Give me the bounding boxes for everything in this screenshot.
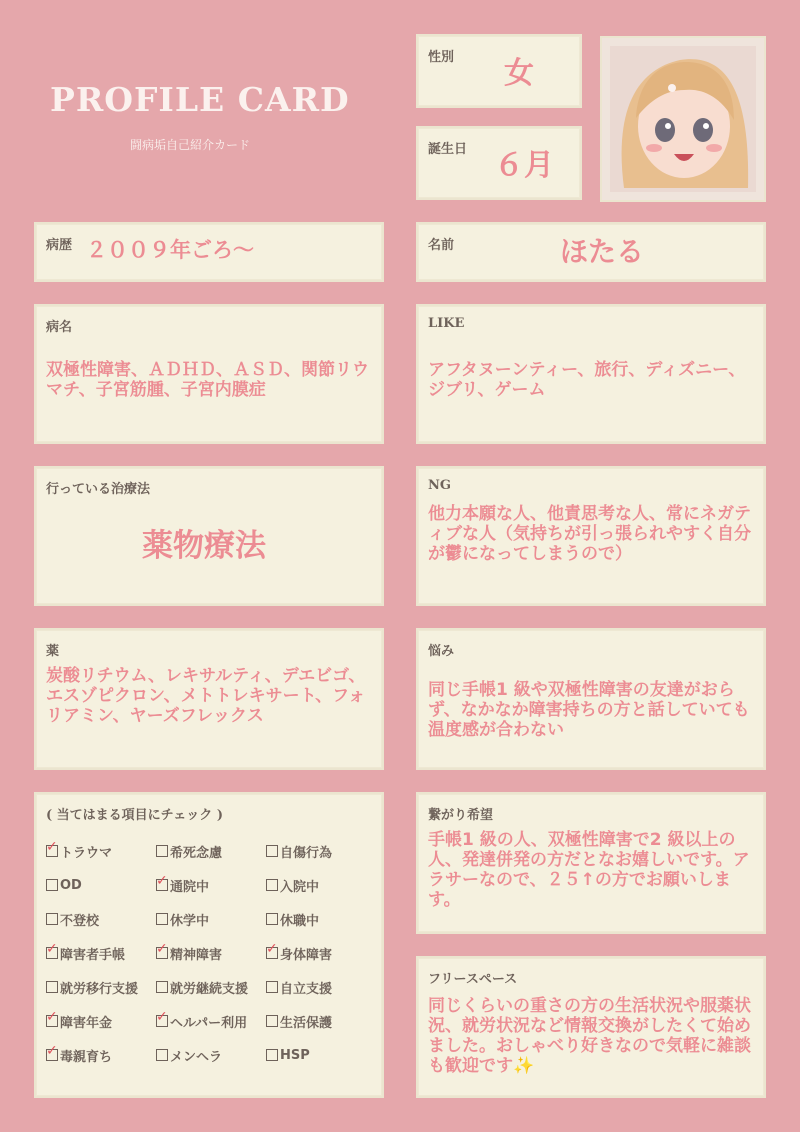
avatar [600,36,766,202]
checklist-item-label: 休職中 [280,913,320,929]
checklist-item[interactable] [266,910,376,929]
ng-label: NG [428,478,451,493]
checkbox-icon[interactable] [266,879,278,891]
like-text: アフタヌーンティー、旅行、ディズニー、ジブリ、ゲーム [428,360,746,400]
checkbox-icon[interactable] [156,845,168,857]
checked-checkbox-icon[interactable] [46,1015,58,1027]
checklist-item[interactable] [156,978,266,997]
checkbox-icon[interactable] [156,913,168,925]
birth-value: ６月 [494,148,554,183]
treatment-card [34,466,384,606]
checkbox-icon[interactable] [266,913,278,925]
checked-checkbox-icon[interactable] [46,845,58,857]
checklist-item-label: 休学中 [170,913,210,929]
name-card [416,222,766,282]
page-title: PROFILE CARD [50,80,350,119]
checkbox-icon[interactable] [266,1015,278,1027]
worry-text: 同じ手帳1 級や双極性障害の友達がおらず、なかなか障害持ちの方と話していても温度感が合わない [428,680,750,740]
checklist-item[interactable] [46,1046,156,1065]
checked-checkbox-icon[interactable] [266,947,278,959]
checklist-row [46,834,376,868]
checked-checkbox-icon[interactable] [156,1015,168,1027]
birth-card [416,126,582,200]
checklist-row [46,936,376,970]
free-space-card [416,956,766,1098]
checklist-item-label: トラウマ [60,845,113,861]
checked-checkbox-icon[interactable] [156,879,168,891]
checked-checkbox-icon[interactable] [156,947,168,959]
checklist-item-label: 就労継続支援 [170,981,249,997]
gender-value: 女 [504,56,534,91]
checklist-item[interactable] [46,842,156,861]
disease-text: 双極性障害、ＡＤＨＤ、ＡＳＤ、関節リウマチ、子宮筋腫、子宮内膜症 [46,360,369,400]
ng-text: 他力本願な人、他責思考な人、常にネガティブな人（気持ちが引っ張られやすく自分が鬱になってしまうので） [428,504,751,564]
checklist-item[interactable] [156,1046,266,1065]
history-value: ２００９年ごろ〜 [86,238,254,262]
medicine-text: 炭酸リチウム、レキサルティ、デエビゴ、エスゾピクロン、メトトレキサート、フォリアミン、ヤーズフレックス [46,666,366,726]
checklist-item-label: 希死念慮 [170,845,223,861]
gender-label: 性別 [428,50,455,65]
worry-label: 悩み [428,644,455,659]
checklist-item[interactable] [156,910,266,929]
checklist-row [46,902,376,936]
checklist-card [34,792,384,1098]
like-card [416,304,766,444]
connect-label: 繋がり希望 [428,808,494,823]
checklist-item-label: 不登校 [60,913,100,929]
checklist-row [46,1004,376,1038]
checklist-item[interactable] [46,978,156,997]
checklist-item-label: 生活保護 [280,1015,333,1031]
ng-card [416,466,766,606]
checkbox-icon[interactable] [156,1049,168,1061]
checklist-item-label: ヘルパー利用 [170,1015,248,1031]
checklist-item-label: 障害年金 [60,1015,113,1031]
checklist-item[interactable] [266,842,376,861]
checklist-row [46,868,376,902]
treatment-label: 行っている治療法 [46,482,151,497]
connect-text: 手帳1 級の人、双極性障害で2 級以上の人、発達併発の方だとなお嬉しいです。アラサーなので、２５↑の方でお願いします。 [428,830,750,910]
checklist-item-label: 精神障害 [170,947,223,963]
checklist-item-label: 障害者手帳 [60,947,126,963]
checklist-item-label: HSP [280,1047,310,1063]
checkbox-icon[interactable] [46,879,58,891]
checklist-item[interactable] [156,842,266,861]
girl-portrait-icon [602,38,764,200]
checklist-item-label: メンヘラ [170,1049,223,1065]
name-value: ほたる [560,235,645,268]
checklist-item-label: 身体障害 [280,947,333,963]
page-subtitle: 闘病垢自己紹介カード [130,138,251,152]
free-space-label: フリースペース [428,972,518,987]
checklist-item[interactable] [46,910,156,929]
checklist-item-label: 就労移行支援 [60,981,139,997]
checklist-item[interactable] [46,1012,156,1031]
like-label: LIKE [428,316,465,331]
checkbox-icon[interactable] [46,913,58,925]
checkbox-icon[interactable] [266,845,278,857]
checklist-item[interactable] [46,878,156,893]
checklist-item[interactable] [156,876,266,895]
checklist-label: ( 当てはまる項目にチェック ) [46,808,223,823]
checklist-item[interactable] [156,944,266,963]
checklist-item[interactable] [266,876,376,895]
checklist-item[interactable] [156,1012,266,1031]
checklist-item[interactable] [266,1048,376,1063]
history-card [34,222,384,282]
free-space-text: 同じくらいの重さの方の生活状況や服薬状況、就労状況など情報交換がしたくて始めました。おしゃべり好きなので気軽に雑談も歓迎です✨ [428,996,751,1076]
history-label: 病歴 [46,238,73,253]
checklist-item-label: OD [60,877,82,893]
checklist-item-label: 通院中 [170,879,210,895]
worry-card [416,628,766,770]
checklist-item-label: 毒親育ち [60,1049,113,1065]
gender-card [416,34,582,108]
treatment-value: 薬物療法 [142,528,266,564]
checklist-item-label: 自立支援 [280,981,333,997]
checkbox-icon[interactable] [156,981,168,993]
checklist-item[interactable] [266,978,376,997]
checklist-row [46,970,376,1004]
checklist-item[interactable] [266,944,376,963]
name-label: 名前 [428,238,455,253]
connect-card [416,792,766,934]
disease-card [34,304,384,444]
checked-checkbox-icon[interactable] [46,1049,58,1061]
checklist-item-label: 入院中 [280,879,320,895]
checklist-item[interactable] [266,1012,376,1031]
checkbox-icon[interactable] [266,981,278,993]
medicine-label: 薬 [46,644,60,659]
checkbox-icon[interactable] [46,981,58,993]
disease-label: 病名 [46,320,73,335]
checked-checkbox-icon[interactable] [46,947,58,959]
birth-label: 誕生日 [428,142,468,157]
checklist-row [46,1038,376,1072]
checklist-item[interactable] [46,944,156,963]
medicine-card [34,628,384,770]
checklist-item-label: 自傷行為 [280,845,333,861]
checklist-grid [46,834,376,1072]
checkbox-icon[interactable] [266,1049,278,1061]
